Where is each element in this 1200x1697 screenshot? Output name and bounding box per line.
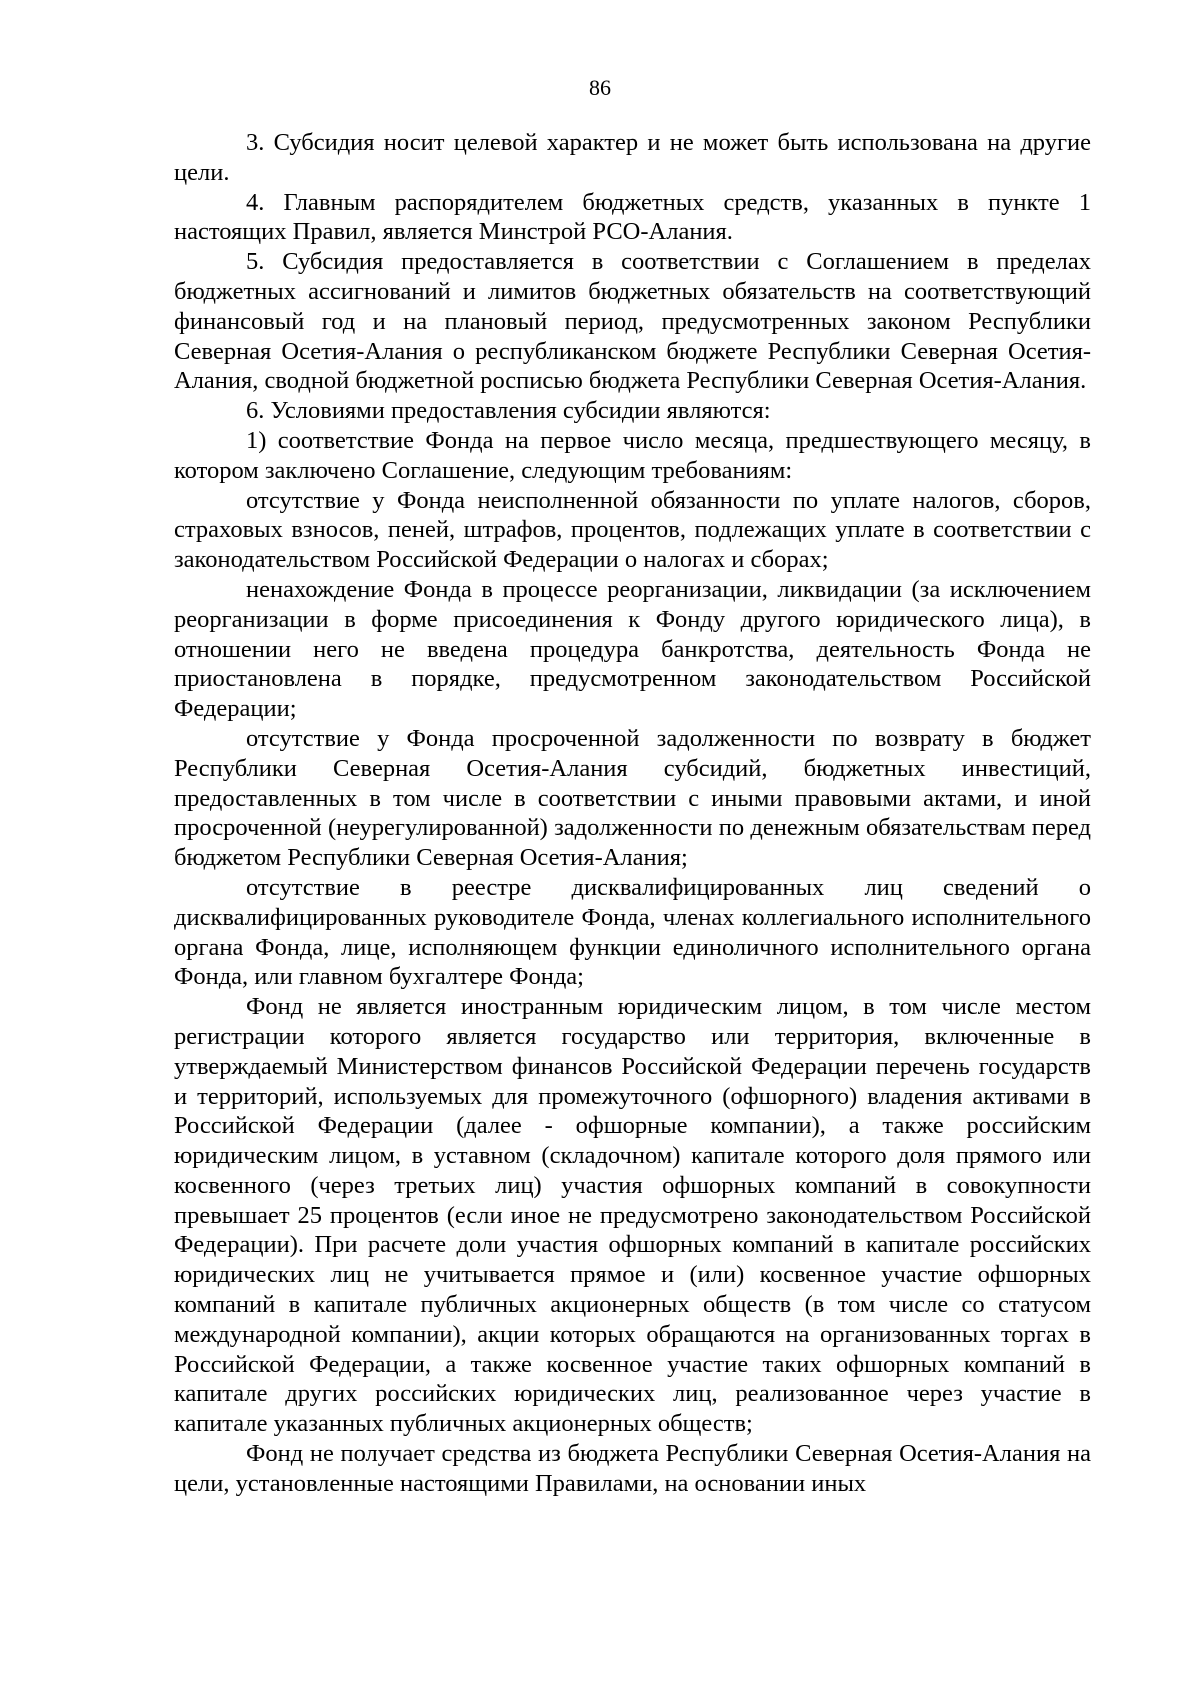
subparagraph-6-1: 1) соответствие Фонда на первое число месяца, предшествующего месяцу, в котором заключено Соглашение, следующим требованиям: <box>174 426 1091 484</box>
paragraph-6: 6. Условиями предоставления субсидии являются: <box>246 397 771 425</box>
paragraph-3: 3. Субсидия носит целевой характер и не может быть использована на другие цели. <box>174 129 1091 186</box>
requirement-no-other-funding: Фонд не получает средства из бюджета Республики Северная Осетия-Алания на цели, установленные настоящими Правилами, на основании иных <box>174 1440 1091 1497</box>
requirement-no-tax-debt: отсутствие у Фонда неисполненной обязанности по уплате налогов, сборов, страховых взносов, пеней, штрафов, процентов, подлежащих уплате в соответствии с законодательством Российской Федерации о налогах и сборах; <box>174 486 1091 574</box>
document-body <box>174 128 1091 1499</box>
requirement-no-overdue-debt: отсутствие у Фонда просроченной задолженности по возврату в бюджет Республики Северная Осетия-Алания субсидий, бюджетных инвестиций, предоставленных в том числе в соответствии с иными правовыми актами, и иной просроченной (неурегулированной) задолженности по денежным обязательствам перед бюджетом Республики Северная Осетия-Алания; <box>174 724 1091 872</box>
page-number: 86 <box>589 75 611 100</box>
requirement-no-reorganization: ненахождение Фонда в процессе реорганизации, ликвидации (за исключением реорганизации в форме присоединения к Фонду другого юридического лица), в отношении него не введена процедура банкротства, деятельность Фонда не приостановлена в порядке, предусмотренном законодательством Российской Федерации; <box>174 575 1091 723</box>
paragraph-4: 4. Главным распорядителем бюджетных средств, указанных в пункте 1 настоящих Правил, является Минстрой РСО-Алания. <box>174 188 1091 246</box>
requirement-not-foreign-entity: Фонд не является иностранным юридическим лицом, в том числе местом регистрации которого является государство или территория, включенные в утверждаемый Министерством финансов Российской Федерации перечень государств и территорий, используемых для промежуточного (офшорного) владения активами в Российской Федерации (далее - офшорные компании), а также российским юридическим лицом, в уставном (складочном) капитале которого доля прямого или косвенного (через третьих лиц) участия офшорных компаний в совокупности превышает 25 процентов (если иное не предусмотрено законодательством Российской Федерации). При расчете доли участия офшорных компаний в капитале российских юридических лиц не учитывается прямое и (или) косвенное участие офшорных компаний в капитале публичных акционерных обществ (в том числе со статусом международной компании), акции которых обращаются на организованных торгах в Российской Федерации, а также косвенное участие таких офшорных компаний в капитале других российских юридических лиц, реализованное через участие в капитале указанных публичных акционерных обществ; <box>174 993 1091 1438</box>
paragraph-5: 5. Субсидия предоставляется в соответствии с Соглашением в пределах бюджетных ассигнований и лимитов бюджетных обязательств на соответствующий финансовый год и на плановый период, предусмотренных законом Республики Северная Осетия-Алания о республиканском бюджете Республики Северная Осетия-Алания, сводной бюджетной росписью бюджета Республики Северная Осетия-Алания. <box>174 248 1091 395</box>
requirement-no-disqualified-persons: отсутствие в реестре дисквалифицированных лиц сведений о дисквалифицированных руководителе Фонда, членах коллегиального исполнительного органа Фонда, лице, исполняющем функции единоличного исполнительного органа Фонда, или главном бухгалтере Фонда; <box>174 873 1091 991</box>
